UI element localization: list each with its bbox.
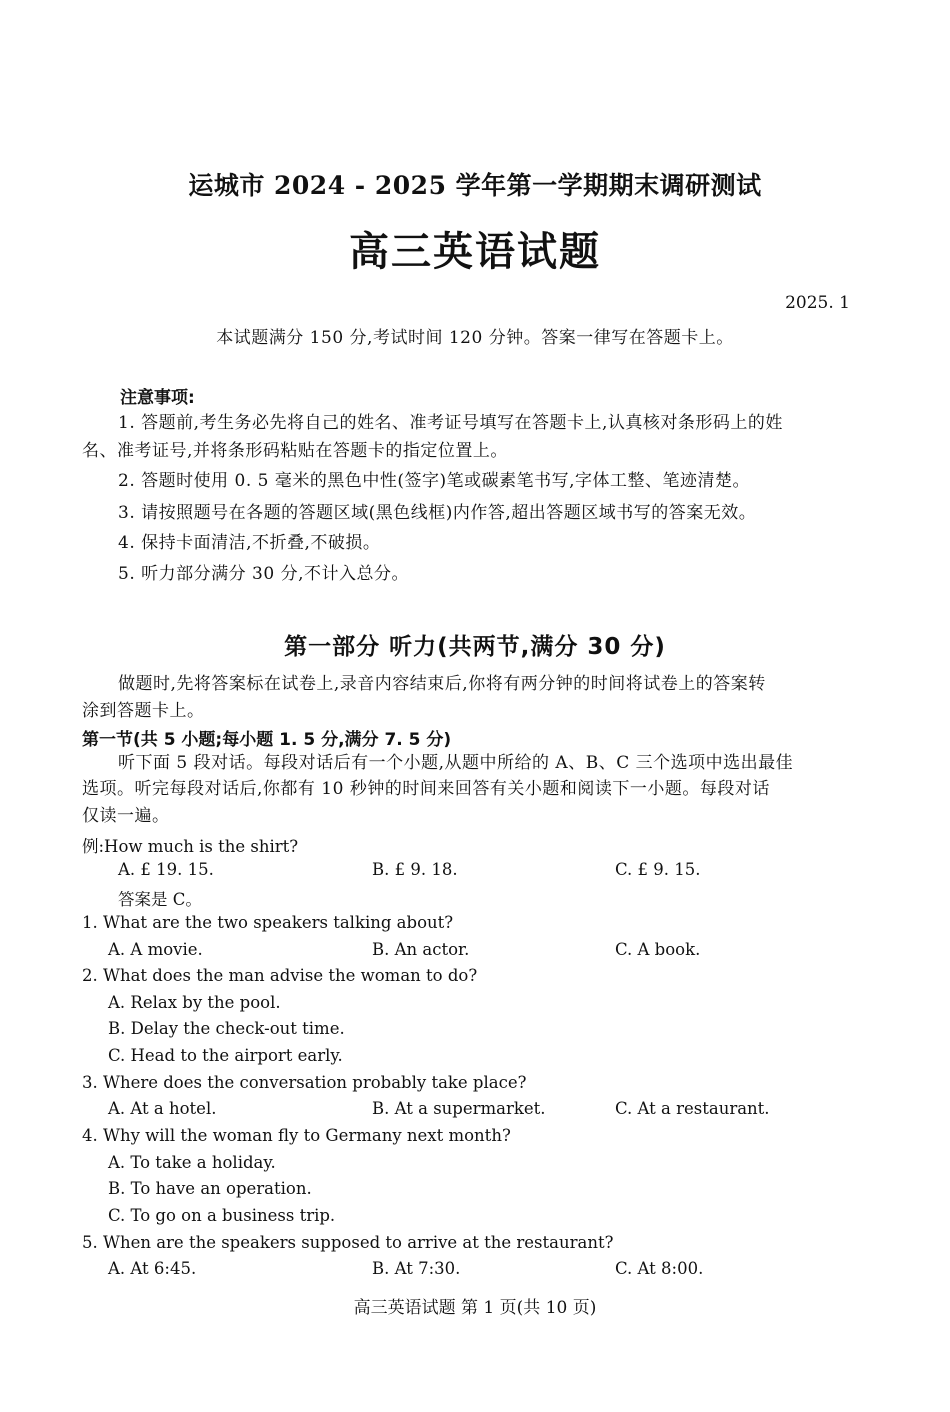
question-2: 2. What does the man advise the woman to do? [82,966,478,985]
section-instruction: 仅读一遍。 [82,806,170,826]
part-instruction: 做题时,先将答案标在试卷上,录音内容结束后,你将有两分钟的时间将试卷上的答案转 [118,674,766,694]
example-answer: 答案是 C。 [118,890,202,909]
q2-option-a: A. Relax by the pool. [108,993,281,1012]
example-option-a: A. £ 19. 15. [118,860,214,879]
section-instruction: 听下面 5 段对话。每段对话后有一个小题,从题中所给的 A、B、C 三个选项中选出最佳 [118,753,794,773]
subject-title: 高三英语试题 [349,228,601,275]
exam-intro: 本试题满分 150 分,考试时间 120 分钟。答案一律写在答题卡上。 [216,328,734,348]
note-item: 1. 答题前,考生务必先将自己的姓名、准考证号填写在答题卡上,认真核对条形码上的姓 [118,413,783,433]
q5-option-c: C. At 8:00. [615,1259,704,1278]
note-item: 3. 请按照题号在各题的答题区域(黑色线框)内作答,超出答题区域书写的答案无效。 [118,503,757,523]
example-option-b: B. £ 9. 18. [372,860,458,879]
question-5: 5. When are the speakers supposed to arrive at the restaurant? [82,1233,614,1252]
q3-option-c: C. At a restaurant. [615,1099,770,1118]
exam-date: 2025. 1 [785,293,850,313]
page-footer: 高三英语试题 第 1 页(共 10 页) [353,1298,597,1318]
q5-option-b: B. At 7:30. [372,1259,461,1278]
part-instruction: 涂到答题卡上。 [82,701,205,721]
q4-option-b: B. To have an operation. [108,1179,312,1198]
q1-option-c: C. A book. [615,940,701,959]
question-1: 1. What are the two speakers talking about? [82,913,454,932]
example-question: 例:How much is the shirt? [82,837,299,856]
note-item: 名、准考证号,并将条形码粘贴在答题卡的指定位置上。 [82,441,508,461]
q1-option-b: B. An actor. [372,940,470,959]
note-item: 4. 保持卡面清洁,不折叠,不破损。 [118,533,381,553]
q2-option-b: B. Delay the check-out time. [108,1019,345,1038]
section-instruction: 选项。听完每段对话后,你都有 10 秒钟的时间来回答有关小题和阅读下一小题。每段对话 [82,779,770,799]
q5-option-a: A. At 6:45. [108,1259,197,1278]
q4-option-a: A. To take a holiday. [108,1153,276,1172]
part-title: 第一部分 听力(共两节,满分 30 分) [284,634,666,660]
note-item: 2. 答题时使用 0. 5 毫米的黑色中性(签字)笔或碳素笔书写,字体工整、笔迹清楚。 [118,471,751,491]
notes-heading: 注意事项: [120,388,195,408]
section-title: 第一节(共 5 小题;每小题 1. 5 分,满分 7. 5 分) [82,730,452,750]
question-3: 3. Where does the conversation probably take place? [82,1073,527,1092]
question-4: 4. Why will the woman fly to Germany next month? [82,1126,511,1145]
example-option-c: C. £ 9. 15. [615,860,701,879]
q2-option-c: C. Head to the airport early. [108,1046,343,1065]
note-item: 5. 听力部分满分 30 分,不计入总分。 [118,564,409,584]
q1-option-a: A. A movie. [108,940,203,959]
exam-title: 运城市 2024 - 2025 学年第一学期期末调研测试 [188,171,762,200]
q3-option-b: B. At a supermarket. [372,1099,546,1118]
q3-option-a: A. At a hotel. [108,1099,217,1118]
q4-option-c: C. To go on a business trip. [108,1206,336,1225]
